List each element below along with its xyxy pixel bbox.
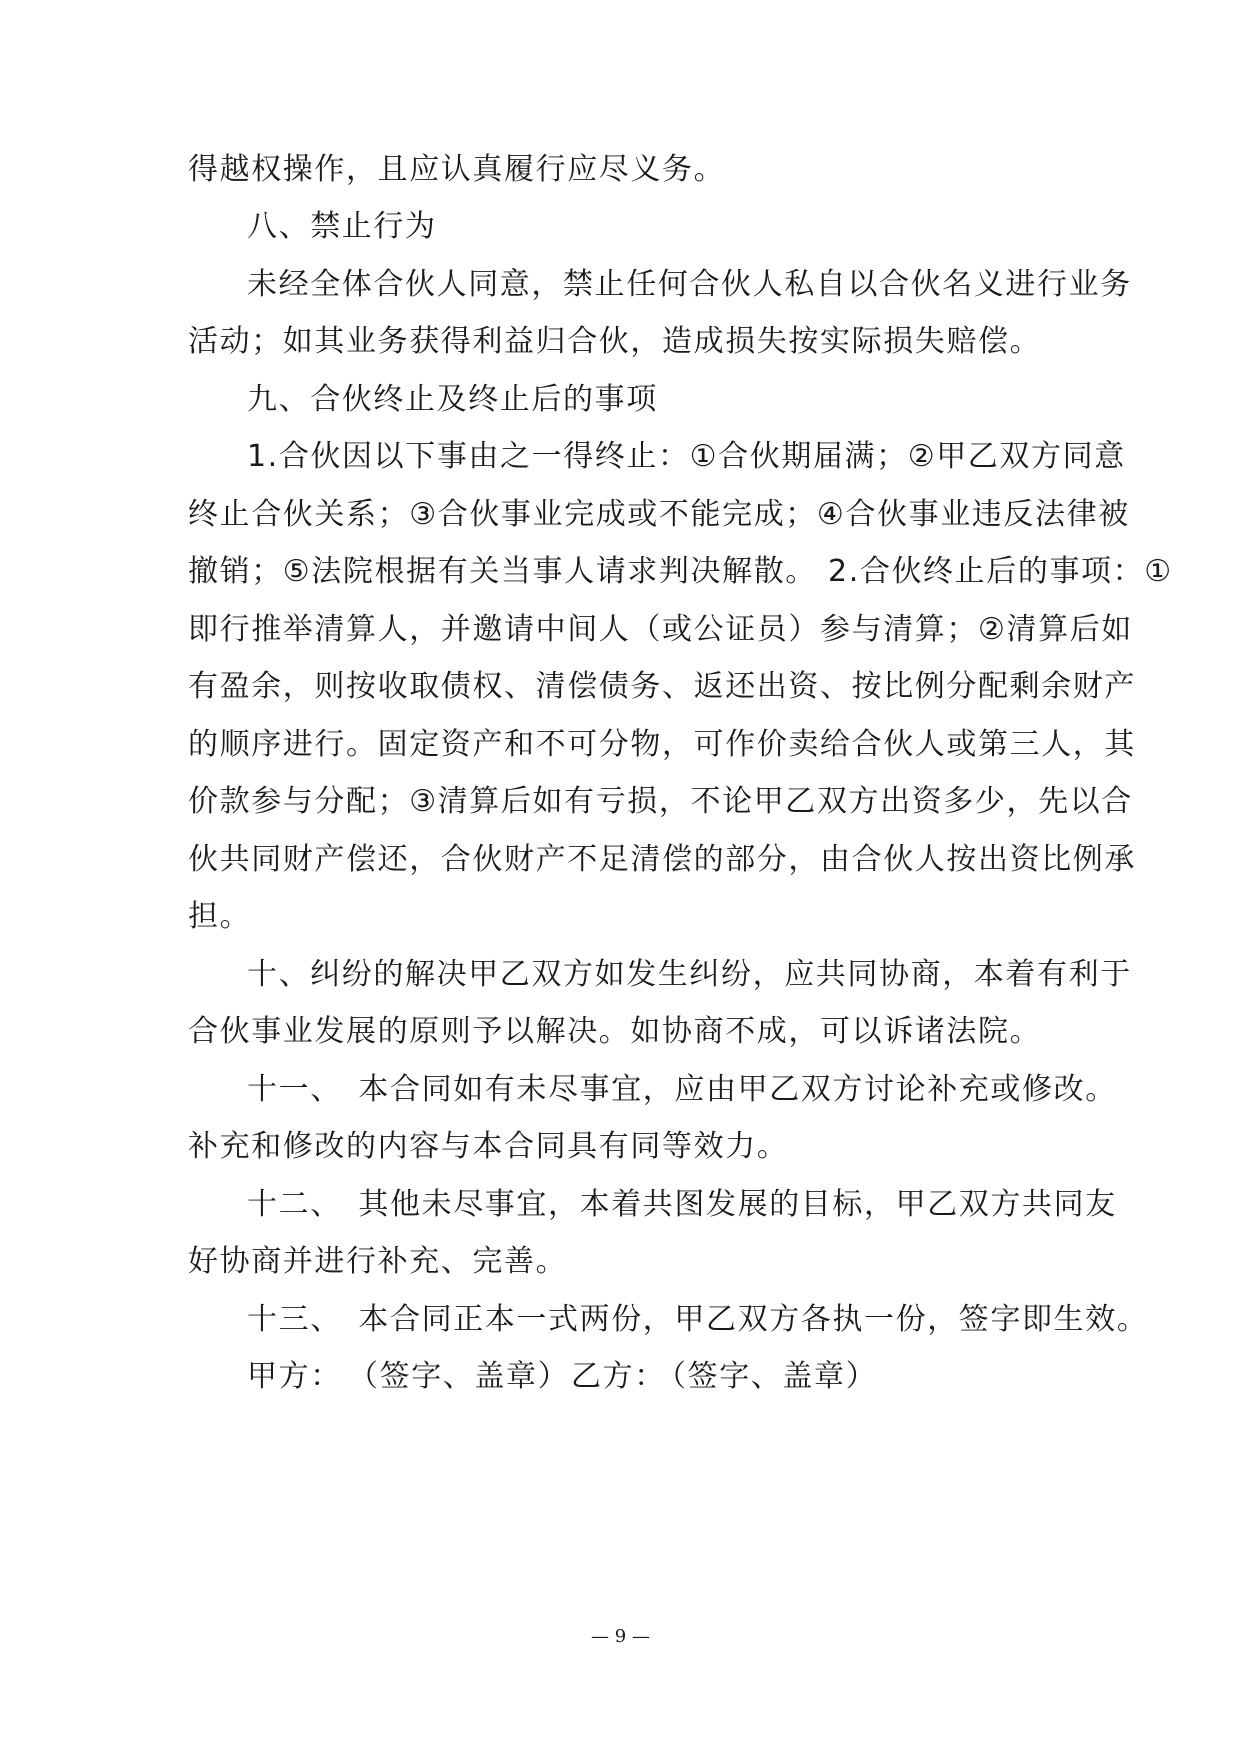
party-a-signature-note: （签字、盖章）: [348, 1359, 570, 1394]
party-a-label: 甲方：: [247, 1359, 342, 1394]
paragraph-line: 的顺序进行。固定资产和不可分物，可作价卖给合伙人或第三人，其: [188, 727, 1136, 762]
section-11-first-line: 十一、 本合同如有未尽事宜，应由甲乙双方讨论补充或修改。: [247, 1072, 1117, 1107]
page-number: — 9 —: [591, 1626, 650, 1647]
paragraph-line: 伙共同财产偿还，合伙财产不足清偿的部分，由合伙人按出资比例承: [188, 842, 1136, 877]
paragraph-line: 好协商并进行补充、完善。: [188, 1244, 568, 1279]
section-10-first-line: 十、纠纷的解决甲乙双方如发生纠纷，应共同协商，本着有利于: [247, 957, 1132, 992]
paragraph-line: 即行推举清算人，并邀请中间人（或公证员）参与清算；②清算后如: [188, 612, 1133, 647]
paragraph-line: 未经全体合伙人同意，禁止任何合伙人私自以合伙名义进行业务: [247, 267, 1132, 302]
party-b-label: 乙方：: [571, 1359, 666, 1394]
paragraph-line: 补充和修改的内容与本合同具有同等效力。: [188, 1129, 789, 1164]
paragraph-line: 活动；如其业务获得利益归合伙，造成损失按实际损失赔偿。: [188, 324, 1042, 359]
section-8-heading: 八、禁止行为: [247, 209, 437, 244]
section-9-heading: 九、合伙终止及终止后的事项: [247, 382, 658, 417]
paragraph-line: 撤销；⑤法院根据有关当事人请求判决解散。 2.合伙终止后的事项：①: [188, 554, 1173, 589]
paragraph-line: 终止合伙关系；③合伙事业完成或不能完成；④合伙事业违反法律被: [188, 497, 1130, 532]
paragraph-line: 得越权操作，且应认真履行应尽义务。: [188, 152, 726, 187]
section-12-first-line: 十二、 其他未尽事宜，本着共图发展的目标，甲乙双方共同友: [247, 1187, 1117, 1222]
paragraph-line: 合伙事业发展的原则予以解决。如协商不成，可以诉诸法院。: [188, 1014, 1042, 1049]
paragraph-line: 1.合伙因以下事由之一得终止：①合伙期届满；②甲乙双方同意: [247, 439, 1126, 474]
paragraph-line: 有盈余，则按收取债权、清偿债务、返还出资、按比例分配剩余财产: [188, 669, 1136, 704]
paragraph-line: 担。: [188, 899, 252, 934]
party-b-signature-note: （签字、盖章）: [656, 1359, 878, 1394]
paragraph-line: 价款参与分配；③清算后如有亏损，不论甲乙双方出资多少，先以合: [188, 784, 1133, 819]
section-13-line: 十三、 本合同正本一式两份，甲乙双方各执一份，签字即生效。: [247, 1302, 1149, 1337]
